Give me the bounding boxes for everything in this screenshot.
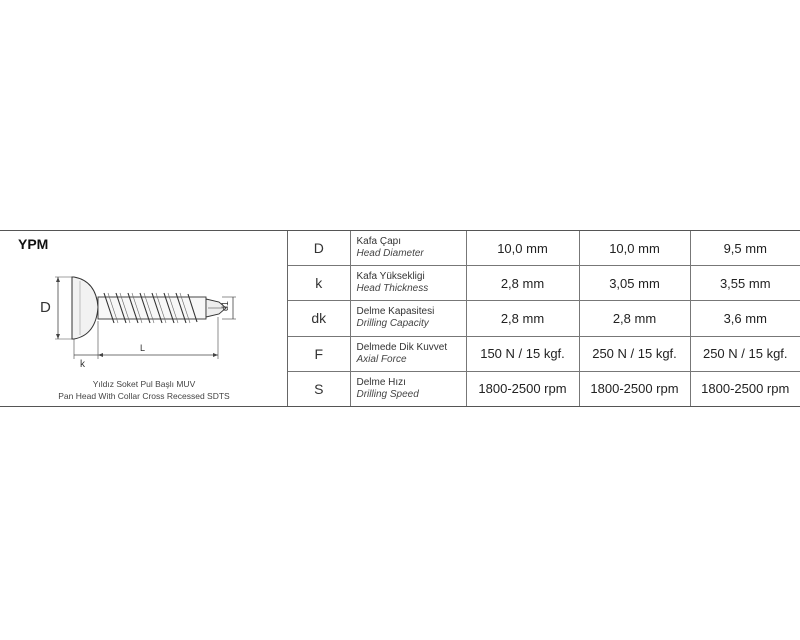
product-panel [0,231,288,406]
property-label-en: Axial Force [356,353,407,365]
row-property [350,336,466,371]
row-symbol: F [288,336,350,371]
value-cell: 1800-2500 rpm [466,371,579,406]
value-cell: 1800-2500 rpm [690,371,800,406]
property-label-tr: Delmede Dik Kuvvet [356,341,448,353]
value-cell: 9,5 mm [690,231,800,266]
value-cell: 2,8 mm [466,301,579,336]
property-label-en: Head Thickness [356,283,429,295]
value-cell: 10,0 mm [466,231,579,266]
dim-label-L: L [140,343,146,353]
value-cell: 150 N / 15 kgf. [466,336,579,371]
row-symbol: dk [288,301,350,336]
value-cell: 3,55 mm [690,266,800,301]
property-label-en: Head Diameter [356,248,424,260]
value-cell: 3,6 mm [690,301,800,336]
spec-sheet [0,230,800,407]
product-code: YPM [18,236,49,252]
row-symbol: D [288,231,350,266]
row-property [350,231,466,266]
value-cell: 2,8 mm [579,301,690,336]
dim-label-k: k [80,359,85,367]
dim-label-d1: d1 [220,300,230,311]
table-row [288,301,800,336]
product-name-tr: Yıldız Soket Pul Başlı MUV [92,379,196,389]
property-label-en: Drilling Capacity [356,318,429,330]
property-label-tr: Kafa Çapı [356,236,401,248]
product-name-en: Pan Head With Collar Cross Recessed SDTS [58,391,230,401]
value-cell: 250 N / 15 kgf. [690,336,800,371]
row-property [350,301,466,336]
screw-head [72,277,98,339]
row-property [350,266,466,301]
property-label-tr: Delme Kapasitesi [356,306,435,318]
table-row [288,266,800,301]
property-label-en: Drilling Speed [356,388,419,400]
value-cell: 3,05 mm [579,266,690,301]
screw-drawing [36,267,236,367]
value-cell: 2,8 mm [466,266,579,301]
table-row [288,336,800,371]
value-cell: 250 N / 15 kgf. [579,336,690,371]
table-row [288,371,800,406]
property-label-tr: Delme Hızı [356,376,406,388]
property-label-tr: Kafa Yüksekligi [356,271,425,283]
dim-label-D: D [40,299,51,316]
row-property [350,371,466,406]
spec-table [288,231,800,406]
value-cell: 10,0 mm [579,231,690,266]
row-symbol: k [288,266,350,301]
table-row [288,231,800,266]
row-symbol: S [314,380,324,397]
value-cell: 1800-2500 rpm [579,371,690,406]
